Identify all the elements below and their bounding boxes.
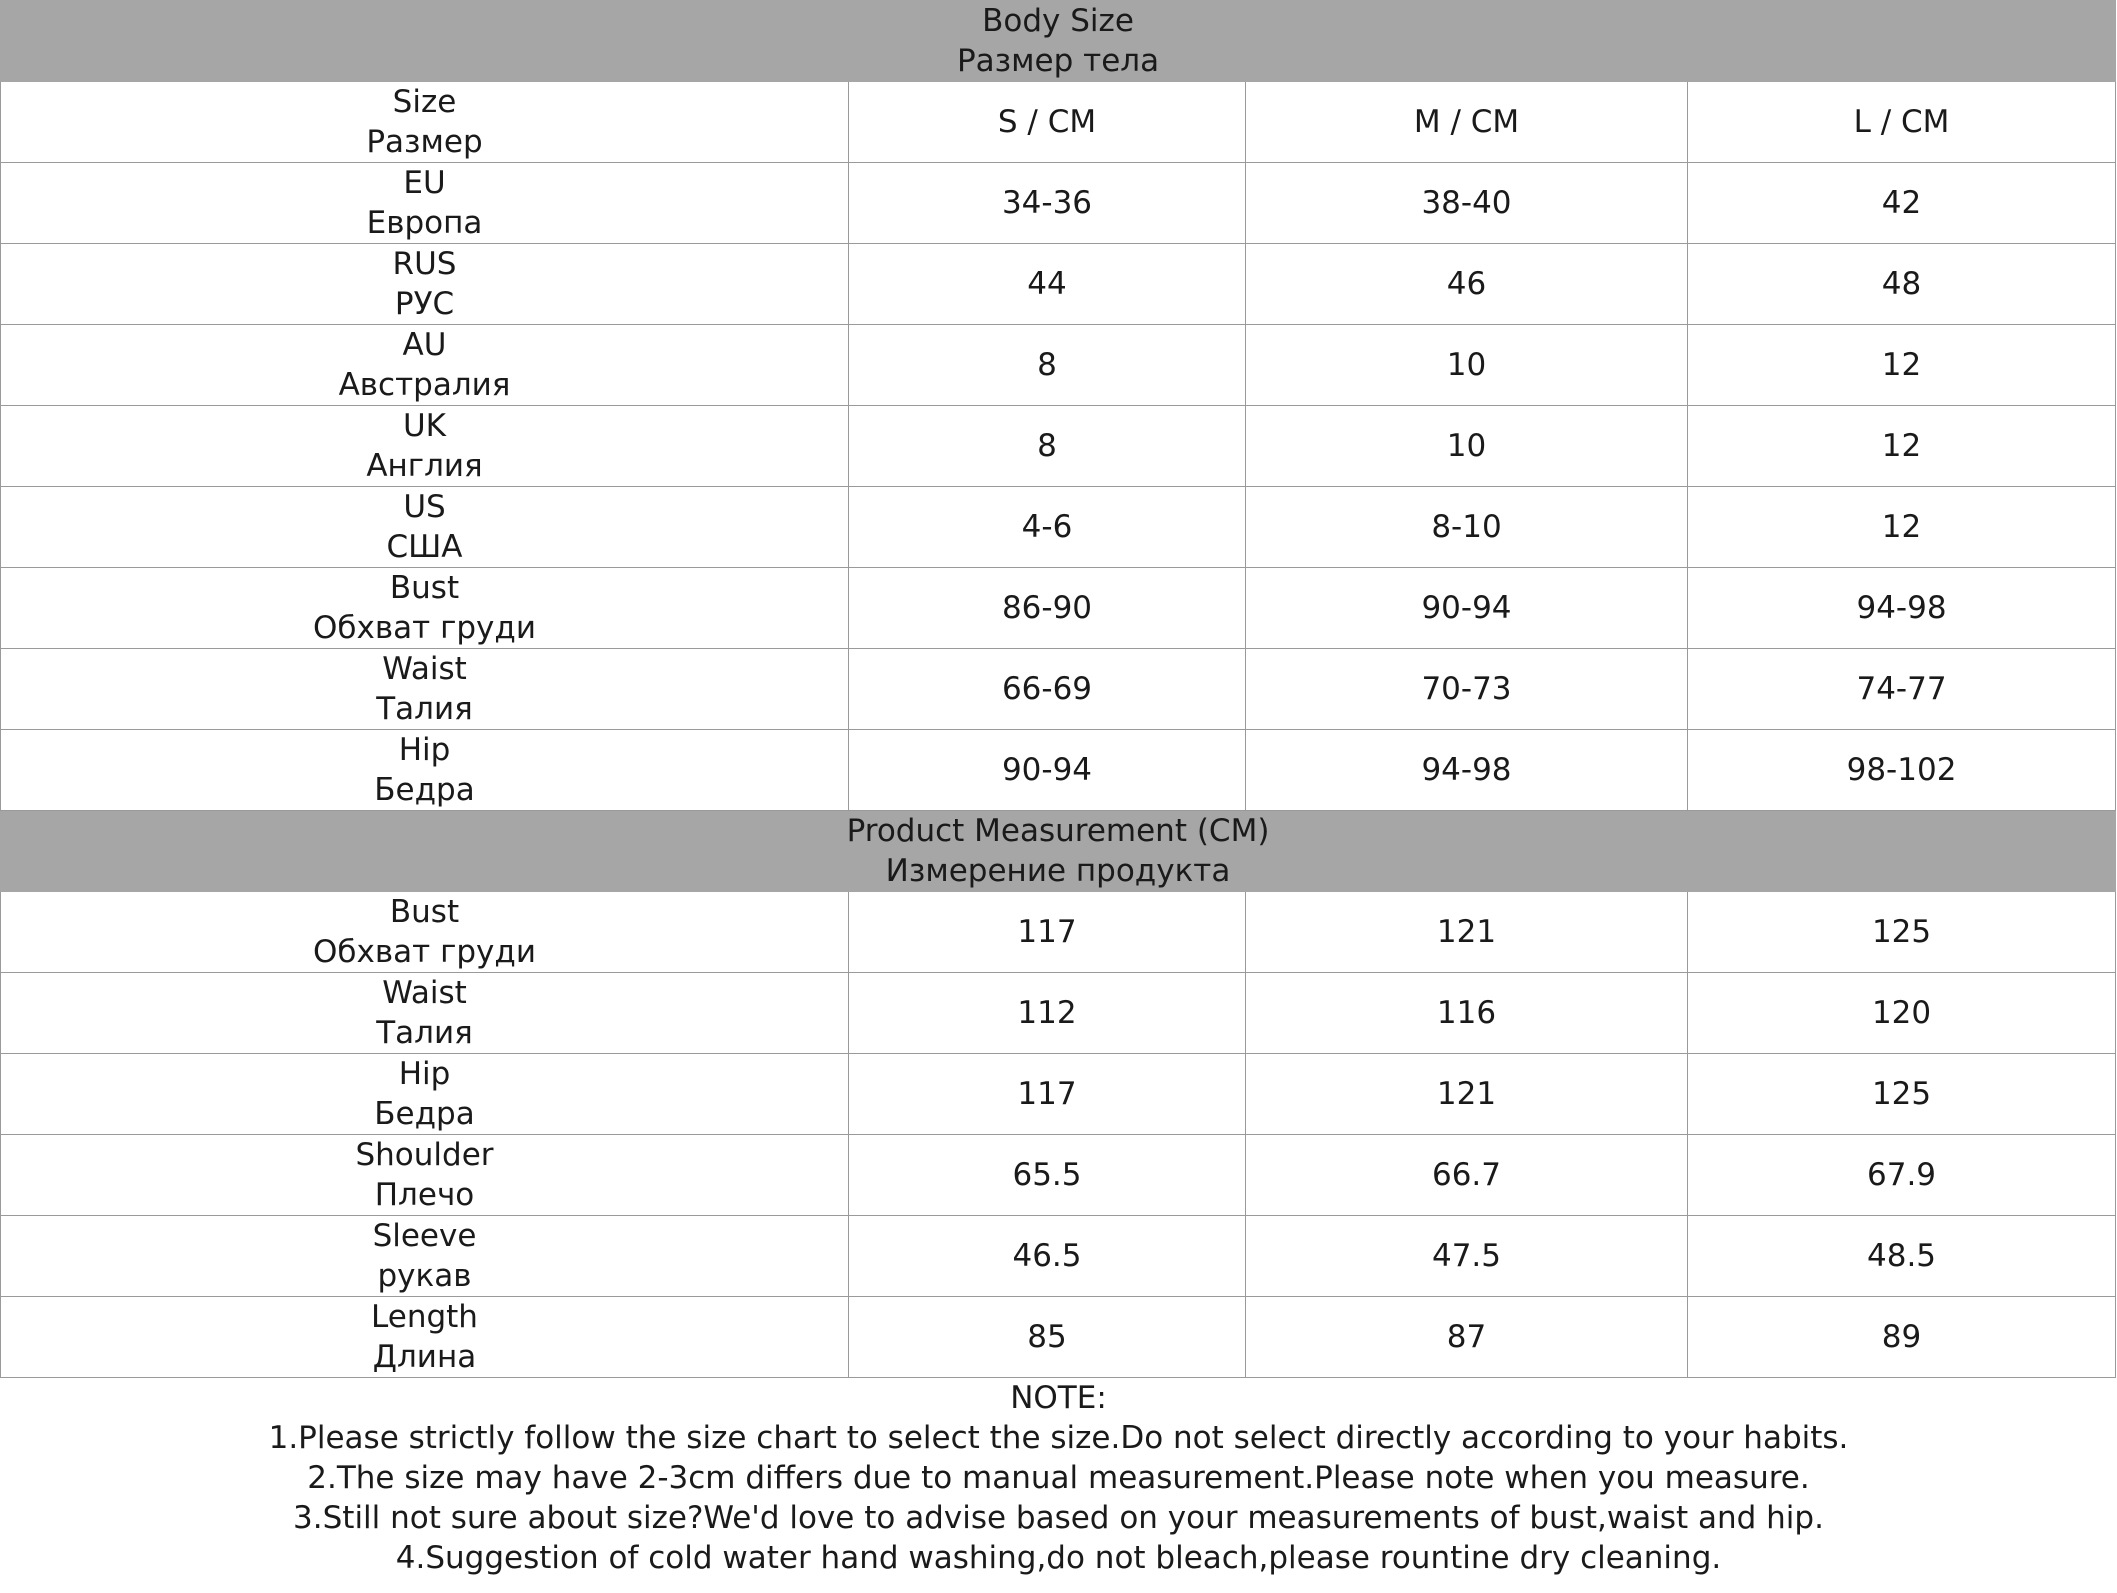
section-header-body-size bbox=[1, 1, 2116, 82]
row-label-ru: Обхват груди bbox=[313, 934, 536, 970]
table-cell: 8 bbox=[849, 406, 1246, 487]
table-row bbox=[1, 325, 2116, 406]
table-row bbox=[1, 1135, 2116, 1216]
table-cell: 121 bbox=[1246, 892, 1688, 973]
row-label-ru: РУС bbox=[394, 286, 455, 322]
table-cell: 8 bbox=[849, 325, 1246, 406]
row-label bbox=[1, 973, 849, 1054]
row-label-en: Bust bbox=[389, 894, 460, 930]
row-label-en: UK bbox=[402, 408, 447, 444]
table-row bbox=[1, 568, 2116, 649]
row-label bbox=[1, 730, 849, 811]
table-row bbox=[1, 892, 2116, 973]
table-row bbox=[1, 487, 2116, 568]
row-label-ru: Обхват груди bbox=[313, 610, 536, 646]
table-cell: 12 bbox=[1688, 487, 2116, 568]
row-label-en: Waist bbox=[382, 975, 467, 1011]
table-row bbox=[1, 1054, 2116, 1135]
row-label bbox=[1, 1297, 849, 1378]
table-cell: 4-6 bbox=[849, 487, 1246, 568]
column-header-m: M / CM bbox=[1246, 82, 1688, 163]
table-cell: 121 bbox=[1246, 1054, 1688, 1135]
column-header-l: L / CM bbox=[1688, 82, 2116, 163]
table-cell: 34-36 bbox=[849, 163, 1246, 244]
column-header-s: S / CM bbox=[849, 82, 1246, 163]
row-label-ru: рукав bbox=[377, 1258, 472, 1294]
table-cell: 47.5 bbox=[1246, 1216, 1688, 1297]
row-label-en: Bust bbox=[389, 570, 460, 606]
table-cell: 117 bbox=[849, 1054, 1246, 1135]
row-label-en: RUS bbox=[392, 246, 457, 282]
table-cell: 12 bbox=[1688, 406, 2116, 487]
row-label-ru: Бедра bbox=[374, 772, 475, 808]
table-cell: 125 bbox=[1688, 1054, 2116, 1135]
table-cell: 85 bbox=[849, 1297, 1246, 1378]
row-label-ru: Плечо bbox=[374, 1177, 475, 1213]
table-cell: 86-90 bbox=[849, 568, 1246, 649]
row-label bbox=[1, 325, 849, 406]
row-label-ru: Австралия bbox=[338, 367, 511, 403]
table-cell: 116 bbox=[1246, 973, 1688, 1054]
table-cell: 46 bbox=[1246, 244, 1688, 325]
table-row bbox=[1, 1297, 2116, 1378]
row-label-en: Hip bbox=[398, 1056, 451, 1092]
table-cell: 120 bbox=[1688, 973, 2116, 1054]
table-cell: 12 bbox=[1688, 325, 2116, 406]
table-row bbox=[1, 406, 2116, 487]
row-label-en: Sleeve bbox=[372, 1218, 477, 1254]
note-item: 2.The size may have 2-3cm differs due to manual measurement.Please note when you measure. bbox=[307, 1460, 1810, 1496]
table-cell: 98-102 bbox=[1688, 730, 2116, 811]
row-label-ru: Талия bbox=[376, 1015, 473, 1051]
table-cell: 48 bbox=[1688, 244, 2116, 325]
table-row bbox=[1, 163, 2116, 244]
note-item: 1.Please strictly follow the size chart to select the size.Do not select directly according to your habits. bbox=[268, 1420, 1849, 1456]
table-row bbox=[1, 730, 2116, 811]
table-cell: 70-73 bbox=[1246, 649, 1688, 730]
table-cell: 38-40 bbox=[1246, 163, 1688, 244]
row-label bbox=[1, 649, 849, 730]
section-title-en: Body Size bbox=[982, 3, 1134, 39]
table-cell: 87 bbox=[1246, 1297, 1688, 1378]
table-cell: 90-94 bbox=[1246, 568, 1688, 649]
table-cell: 8-10 bbox=[1246, 487, 1688, 568]
size-header-row bbox=[1, 82, 2116, 163]
row-label bbox=[1, 244, 849, 325]
row-label-ru: США bbox=[386, 529, 463, 565]
row-label bbox=[1, 406, 849, 487]
table-cell: 94-98 bbox=[1246, 730, 1688, 811]
table-row bbox=[1, 649, 2116, 730]
row-label bbox=[1, 1216, 849, 1297]
row-label-ru: Длина bbox=[372, 1339, 477, 1375]
section-title-ru: Размер тела bbox=[956, 43, 1160, 79]
row-label bbox=[1, 892, 849, 973]
section-header-product bbox=[1, 811, 2116, 892]
row-label-en: EU bbox=[403, 165, 446, 201]
row-label-en: Shoulder bbox=[355, 1137, 494, 1173]
table-cell: 90-94 bbox=[849, 730, 1246, 811]
table-cell: 46.5 bbox=[849, 1216, 1246, 1297]
row-label-ru: Бедра bbox=[374, 1096, 475, 1132]
row-label-ru: Размер bbox=[366, 124, 483, 160]
row-label-ru: Англия bbox=[366, 448, 483, 484]
table-cell: 44 bbox=[849, 244, 1246, 325]
table-cell: 65.5 bbox=[849, 1135, 1246, 1216]
section-title-ru: Измерение продукта bbox=[885, 853, 1231, 889]
row-label bbox=[1, 82, 849, 163]
note-item: 3.Still not sure about size?We'd love to advise based on your measurements of bust,waist and hip. bbox=[293, 1500, 1824, 1536]
table-cell: 117 bbox=[849, 892, 1246, 973]
row-label-ru: Европа bbox=[366, 205, 483, 241]
table-cell: 94-98 bbox=[1688, 568, 2116, 649]
row-label bbox=[1, 487, 849, 568]
row-label-en: Hip bbox=[398, 732, 451, 768]
table-row bbox=[1, 244, 2116, 325]
table-cell: 48.5 bbox=[1688, 1216, 2116, 1297]
table-cell: 67.9 bbox=[1688, 1135, 2116, 1216]
table-cell: 125 bbox=[1688, 892, 2116, 973]
row-label-en: US bbox=[403, 489, 446, 525]
note-item: 4.Suggestion of cold water hand washing,do not bleach,please rountine dry cleaning. bbox=[395, 1540, 1722, 1576]
table-cell: 66.7 bbox=[1246, 1135, 1688, 1216]
table-cell: 42 bbox=[1688, 163, 2116, 244]
notes-title: NOTE: bbox=[1010, 1380, 1107, 1416]
notes-block bbox=[0, 1378, 2117, 1578]
table-cell: 74-77 bbox=[1688, 649, 2116, 730]
row-label-en: Length bbox=[371, 1299, 478, 1335]
table-cell: 112 bbox=[849, 973, 1246, 1054]
row-label-ru: Талия bbox=[376, 691, 473, 727]
row-label bbox=[1, 1135, 849, 1216]
row-label bbox=[1, 1054, 849, 1135]
row-label bbox=[1, 568, 849, 649]
table-cell: 66-69 bbox=[849, 649, 1246, 730]
section-title-en: Product Measurement (CM) bbox=[846, 813, 1270, 849]
table-cell: 10 bbox=[1246, 325, 1688, 406]
table-cell: 10 bbox=[1246, 406, 1688, 487]
row-label-en: Size bbox=[392, 84, 457, 120]
row-label bbox=[1, 163, 849, 244]
table-row bbox=[1, 973, 2116, 1054]
table-row bbox=[1, 1216, 2116, 1297]
row-label-en: AU bbox=[402, 327, 447, 363]
table-cell: 89 bbox=[1688, 1297, 2116, 1378]
row-label-en: Waist bbox=[382, 651, 467, 687]
